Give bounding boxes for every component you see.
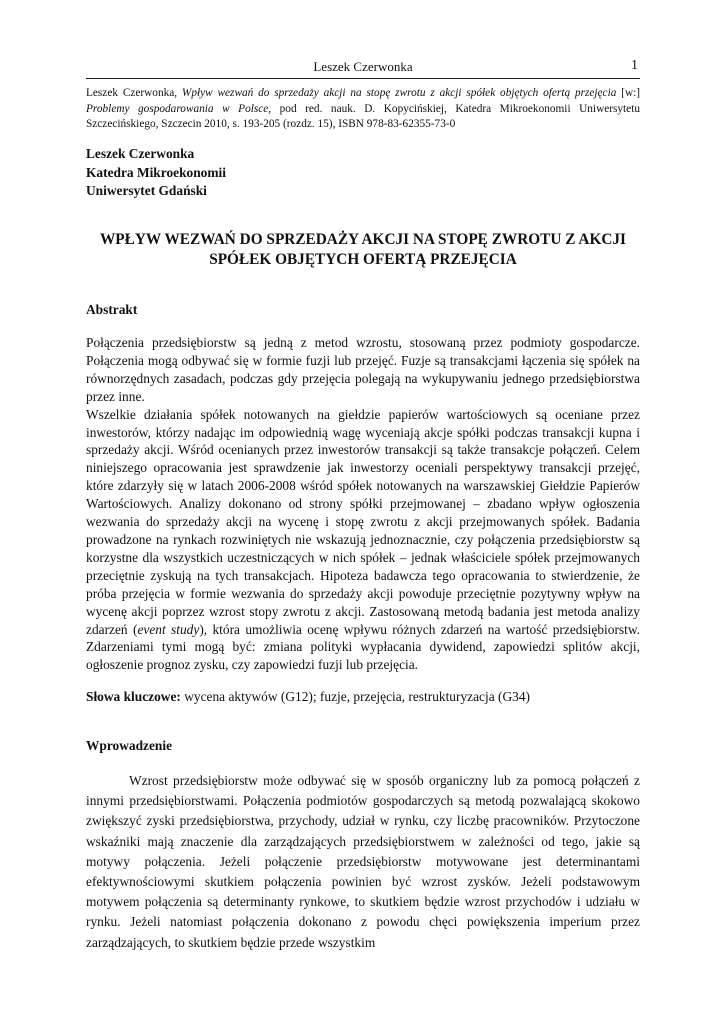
abstract-paragraph-1: Połączenia przedsiębiorstw są jedną z metod wzrostu, stosowaną przez podmioty gospodarcze. Połączenia mogą odbywać się w formie fuzji lub przejęć. Fuzje są transakcjami łączenia się spółek na równorzędnych zasadach, podczas gdy przejęcia polegają na wykupywaniu jednego przedsiębiorstwa przez inne. <box>86 335 640 404</box>
keywords-label: Słowa kluczowe: <box>86 689 181 704</box>
running-header <box>86 58 640 79</box>
abstract-paragraph-2-text-end: ), która umożliwia ocenę wpływu różnych zdarzeń na wartość przedsiębiorstw. Zdarzeniami tymi mogą być: zmiana polityki wypłacania dywidend, zapowiedzi splitów akcji, ogłoszenie prognoz zysku, czy zapowiedzi fuzji lub przejęcia. <box>86 621 640 673</box>
citation-suffix: pod red. nauk. D. Kopycińskiej, Katedra Mikroekonomii Uniwersytetu Szczecińskiego, Szczecin 2010, s. 193-205 (rozdz. 15), ISBN 978-83-62355-73-0 <box>86 102 640 130</box>
author-department: Katedra Mikroekonomii <box>86 164 226 180</box>
paper-title: WPŁYW WEZWAŃ DO SPRZEDAŻY AKCJI NA STOPĘ ZWROTU Z AKCJI SPÓŁEK OBJĘTYCH OFERTĄ PRZEJĘCIA <box>99 231 626 268</box>
abstract-heading: Abstrakt <box>86 302 138 317</box>
author-name: Leszek Czerwonka <box>86 146 195 161</box>
introduction-body <box>86 771 640 953</box>
keywords <box>86 688 640 706</box>
introduction-heading: Wprowadzenie <box>86 738 173 753</box>
introduction-paragraph: Wzrost przedsiębiorstw może odbywać się w sposób organiczny lub za pomocą połączeń z innymi przedsiębiorstwami. Połączenia podmiotów gospodarczych są metodą pozwalającą skokowo zwiększyć zyski przedsiębiorstwa, przychody, udział w rynku, czy liczbę pracowników. Przytoczone wskaźniki mają znaczenie dla zarządzających przedsiębiorstwem w zależności od tego, jakie są motywy połączenia. Jeżeli połączenie przedsiębiorstw motywowane jest determinantami efektywnościowymi skutkiem połączenia powinien być wzrost zysków. Jeżeli podstawowym motywem połączenia są determinanty rynkowe, to skutkiem będzie wzrost przychodów i udziału w rynku. Jeżeli natomiast połączenia dokonano z powodu chęci powiększenia imperium przez zarządzających, to skutkiem będzie przede wszystkim <box>86 773 640 950</box>
citation-note <box>86 86 640 133</box>
author-block <box>86 145 640 201</box>
author-university: Uniwersytet Gdański <box>86 183 207 198</box>
abstract-body <box>86 334 640 674</box>
citation-title: Wpływ wezwań do sprzedaży akcji na stopę zwrotu z akcji spółek objętych ofertą przejęcia <box>181 87 617 99</box>
citation-in: [w:] <box>621 87 641 99</box>
abstract-paragraph-2 <box>86 406 640 675</box>
page-number: 1 <box>631 58 638 73</box>
abstract-event-study-term: event study <box>137 621 200 637</box>
citation-book: Problemy gospodarowania w Polsce, <box>86 102 272 115</box>
keywords-value: wycena aktywów (G12); fuzje, przejęcia, restrukturyzacja (G34) <box>180 689 530 704</box>
running-header-title: Leszek Czerwonka <box>313 59 413 74</box>
citation-prefix: Leszek Czerwonka, <box>86 87 182 99</box>
abstract-paragraph-2-text: Wszelkie działania spółek notowanych na giełdzie papierów wartościowych są oceniane przez inwestorów, którzy nadając im odpowiednią wagę wyceniają akcje spółki podczas transakcji kupna i sprzedaży akcji. Wśród ocenianych przez inwestorów transakcji są także transakcje połączeń. Celem niniejszego opracowania jest sprawdzenie jak inwestorzy oceniali perspektywy transakcji przejęć, które zdarzyły się w latach 2006-2008 wśród spółek notowanych na warszawskiej Giełdzie Papierów Wartościowych. Analizy dokonano od strony spółki przejmowanej – zbadano wpływ ogłoszenia wezwania do sprzedaży akcji na wycenę i stopę zwrotu z akcji przejmowanych spółek. Badania prowadzone na rynkach rozwiniętych nie wskazują jednoznacznie, czy połączenia przedsiębiorstw są korzystne dla wszystkich uczestniczących w nich spółek – jednak właściciele spółek przejmowanych przeciętnie zyskują na tych transakcjach. Hipoteza badawcza tego opracowania to stwierdzenie, że próba przejęcia w formie wezwania do sprzedaży akcji powoduje przeciętnie pozytywny wpływ na wycenę akcji poprzez wzrost stopy zwrotu z akcji. Zastosowaną metodą badania jest metoda analizy zdarzeń ( <box>86 406 640 637</box>
